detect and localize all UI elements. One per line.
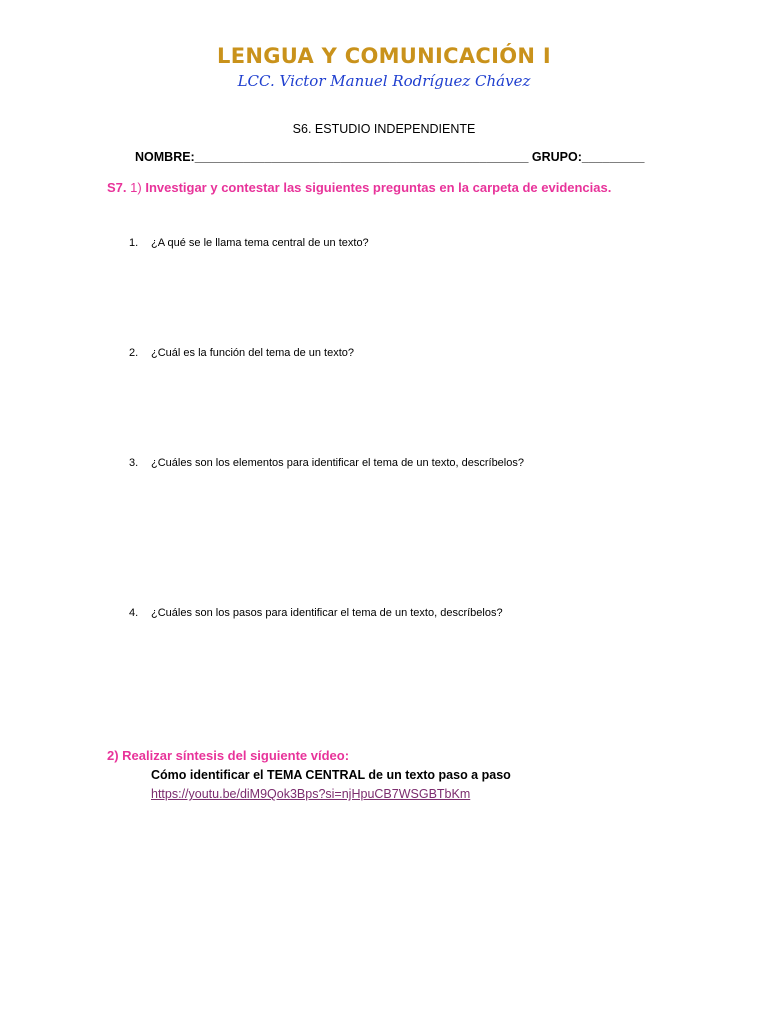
question-text: ¿A qué se le llama tema central de un texto? xyxy=(151,237,369,249)
task-1-instruction xyxy=(107,180,611,195)
name-blank[interactable]: ________________________________________________ xyxy=(194,150,529,164)
question-text: ¿Cuál es la función del tema de un texto? xyxy=(151,347,355,359)
video-title-start: Cómo identificar el xyxy=(151,768,267,782)
question-number: 3. xyxy=(129,457,139,469)
group-label: GRUPO: xyxy=(531,150,582,164)
question-3 xyxy=(129,457,524,469)
question-2 xyxy=(129,347,354,359)
video-title-end: de un texto paso a paso xyxy=(364,768,511,782)
question-number: 4. xyxy=(129,607,139,619)
document-title: LENGUA Y COMUNICACIÓN I xyxy=(217,44,551,68)
question-4 xyxy=(129,607,503,619)
question-text: ¿Cuáles son los elementos para identificar el tema de un texto, descríbelos? xyxy=(151,457,524,469)
question-1 xyxy=(129,237,369,249)
section-heading: S6. ESTUDIO INDEPENDIENTE xyxy=(292,122,476,136)
name-label: NOMBRE: xyxy=(135,150,195,164)
task-1-text: Investigar y contestar las siguientes preguntas en la carpeta de evidencias. xyxy=(145,180,612,195)
author-subtitle: LCC. Victor Manuel Rodríguez Chávez xyxy=(237,72,531,90)
student-fields xyxy=(135,150,644,164)
question-number: 1. xyxy=(129,237,139,249)
task-1-number: 1) xyxy=(130,180,142,195)
question-text: ¿Cuáles son los pasos para identificar el tema de un texto, descríbelos? xyxy=(151,607,503,619)
question-number: 2. xyxy=(129,347,139,359)
group-blank[interactable]: _________ xyxy=(581,150,645,164)
task-1-prefix: S7. xyxy=(107,180,127,195)
video-link[interactable]: https://youtu.be/diM9Qok3Bps?si=njHpuCB7WSGBTbKm xyxy=(151,787,471,801)
video-title-emphasis: TEMA CENTRAL xyxy=(267,768,365,782)
task-2-instruction: 2) Realizar síntesis del siguiente vídeo: xyxy=(107,748,350,763)
video-title xyxy=(151,768,511,782)
